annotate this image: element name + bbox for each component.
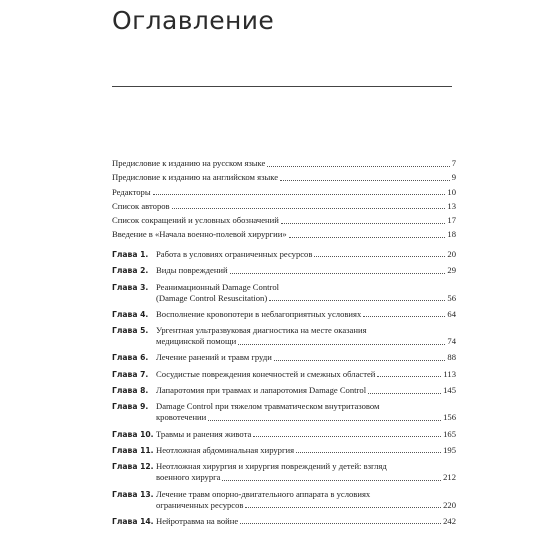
chapter-title-line	[156, 461, 456, 472]
page-number: 145	[443, 385, 456, 396]
chapter-title-line	[156, 429, 456, 440]
chapter-title-line	[156, 369, 456, 380]
chapter-title: Неотложная хирургия и хирургия повреждений у детей: взгляд	[156, 461, 387, 472]
chapter-title-block	[156, 445, 456, 456]
front-matter-list	[112, 158, 456, 240]
chapter-title: Виды повреждений	[156, 265, 228, 276]
chapter-title-line	[156, 412, 456, 423]
chapter-title-line	[156, 489, 456, 500]
page-number: 195	[443, 444, 456, 455]
dot-leader	[314, 256, 445, 257]
toc-entry[interactable]	[112, 158, 456, 169]
table-of-contents	[112, 158, 456, 532]
dot-leader	[296, 452, 441, 453]
toc-chapter-entry[interactable]	[112, 516, 456, 527]
chapter-title-block	[156, 265, 456, 276]
page-number: 20	[447, 248, 456, 259]
toc-entry[interactable]	[112, 229, 456, 240]
chapter-title-line	[156, 325, 456, 336]
page-number: 7	[451, 158, 456, 168]
page-number: 220	[443, 499, 456, 510]
page-number: 13	[447, 200, 456, 211]
chapter-title-line	[156, 309, 456, 320]
chapter-title-line	[156, 516, 456, 527]
chapter-list	[112, 249, 456, 527]
chapter-title-line	[156, 500, 456, 511]
page-number: 56	[447, 292, 456, 303]
chapter-title: Ургентная ультразвуковая диагностика на месте оказания	[156, 325, 367, 336]
chapter-title: ограниченных ресурсов	[156, 499, 244, 510]
dot-leader	[172, 208, 446, 209]
chapter-title-block	[156, 401, 456, 423]
toc-entry[interactable]	[112, 215, 456, 226]
toc-entry[interactable]	[112, 187, 456, 198]
chapter-title-block	[156, 429, 456, 440]
toc-chapter-entry[interactable]	[112, 401, 456, 423]
dot-leader	[377, 376, 441, 377]
chapter-label: Глава 8.	[112, 386, 149, 396]
dot-leader	[245, 507, 441, 508]
chapter-label: Глава 14.	[112, 516, 154, 526]
toc-chapter-entry[interactable]	[112, 461, 456, 483]
toc-chapter-entry[interactable]	[112, 265, 456, 276]
chapter-title-line	[156, 472, 456, 483]
dot-leader	[363, 316, 445, 317]
toc-chapter-entry[interactable]	[112, 489, 456, 511]
chapter-label: Глава 12.	[112, 462, 154, 472]
chapter-title-block	[156, 489, 456, 511]
chapter-title: Сосудистые повреждения конечностей и смежных областей	[156, 368, 376, 379]
chapter-label: Глава 6.	[112, 353, 149, 363]
chapter-title: Лапаротомия при травмах и лапаротомия Damage Control	[156, 385, 367, 396]
dot-leader	[274, 360, 446, 361]
chapter-title-block	[156, 369, 456, 380]
page-number: 113	[443, 368, 456, 379]
entry-title: Редакторы	[112, 186, 151, 197]
chapter-title: Работа в условиях ограниченных ресурсов	[156, 248, 313, 259]
chapter-title-line	[156, 336, 456, 347]
chapter-title-line	[156, 385, 456, 396]
page-number: 17	[447, 215, 456, 226]
chapter-title-line	[156, 282, 456, 293]
chapter-title: Восполнение кровопотери в неблагоприятных условиях	[156, 308, 362, 319]
toc-chapter-entry[interactable]	[112, 309, 456, 320]
toc-chapter-entry[interactable]	[112, 445, 456, 456]
chapter-label: Глава 7.	[112, 369, 149, 379]
dot-leader	[280, 180, 450, 181]
entry-title: Введение в «Начала военно-полевой хирургии»	[112, 229, 287, 240]
page-number: 64	[447, 308, 456, 319]
chapter-label: Глава 13.	[112, 489, 154, 499]
toc-entry[interactable]	[112, 172, 456, 183]
toc-chapter-entry[interactable]	[112, 429, 456, 440]
chapter-title-line	[156, 352, 456, 363]
chapter-label: Глава 5.	[112, 326, 149, 336]
chapter-title: Лечение ранений и травм груди	[156, 352, 272, 363]
dot-leader	[289, 237, 446, 238]
chapter-title-block	[156, 516, 456, 527]
chapter-title: Нейротравма на войне	[156, 515, 239, 526]
toc-chapter-entry[interactable]	[112, 352, 456, 363]
dot-leader	[230, 273, 446, 274]
chapter-label: Глава 2.	[112, 266, 149, 276]
chapter-title-block	[156, 385, 456, 396]
chapter-title: Неотложная абдоминальная хирургия	[156, 444, 295, 455]
dot-leader	[253, 436, 441, 437]
page-number: 156	[443, 412, 456, 423]
toc-chapter-entry[interactable]	[112, 249, 456, 260]
toc-chapter-entry[interactable]	[112, 282, 456, 304]
page-number: 74	[447, 336, 456, 347]
chapter-title: Лечение травм опорно-двигательного аппарата в условиях	[156, 488, 371, 499]
chapter-title-block	[156, 249, 456, 260]
dot-leader	[281, 223, 446, 224]
chapter-title: медицинской помощи	[156, 336, 237, 347]
chapter-title-line	[156, 445, 456, 456]
page-number: 242	[443, 515, 456, 526]
chapter-title-line	[156, 265, 456, 276]
chapter-title-line	[156, 293, 456, 304]
toc-entry[interactable]	[112, 201, 456, 212]
page-number: 18	[447, 229, 456, 240]
chapter-title: кровотечении	[156, 412, 207, 423]
chapter-title: Damage Control при тяжелом травматическом внутритазовом	[156, 401, 380, 412]
chapter-label: Глава 10.	[112, 429, 154, 439]
chapter-label: Глава 9.	[112, 402, 149, 412]
page-number: 10	[447, 186, 456, 197]
dot-leader	[267, 166, 449, 167]
heading-divider	[112, 86, 452, 87]
dot-leader	[368, 393, 441, 394]
dot-leader	[153, 194, 446, 195]
dot-leader	[238, 344, 445, 345]
chapter-label: Глава 11.	[112, 445, 154, 455]
chapter-label: Глава 1.	[112, 249, 149, 259]
chapter-title-block	[156, 461, 456, 483]
page-number: 165	[443, 428, 456, 439]
page-number: 88	[447, 352, 456, 363]
entry-title: Предисловие к изданию на английском языке	[112, 172, 279, 183]
chapter-title-block	[156, 309, 456, 320]
chapter-title-block	[156, 282, 456, 304]
entry-title: Список сокращений и условных обозначений	[112, 215, 279, 226]
page-number: 212	[443, 472, 456, 483]
dot-leader	[269, 300, 445, 301]
entry-title: Список авторов	[112, 200, 170, 211]
chapter-label: Глава 4.	[112, 309, 149, 319]
chapter-title: Реанимационный Damage Control	[156, 281, 280, 292]
toc-chapter-entry[interactable]	[112, 385, 456, 396]
chapter-title-line	[156, 401, 456, 412]
entry-title: Предисловие к изданию на русском языке	[112, 158, 266, 168]
chapter-title-block	[156, 325, 456, 347]
chapter-title: военного хирурга	[156, 472, 221, 483]
page-number: 29	[447, 265, 456, 276]
chapter-label: Глава 3.	[112, 282, 149, 292]
chapter-title: (Damage Control Resuscitation)	[156, 292, 268, 303]
toc-chapter-entry[interactable]	[112, 325, 456, 347]
chapter-title-line	[156, 249, 456, 260]
chapter-title-block	[156, 352, 456, 363]
dot-leader	[240, 523, 441, 524]
dot-leader	[222, 480, 441, 481]
chapter-title: Травмы и ранения живота	[156, 428, 252, 439]
page-number: 9	[451, 172, 456, 183]
dot-leader	[208, 420, 441, 421]
toc-chapter-entry[interactable]	[112, 369, 456, 380]
page-title: Оглавление	[112, 6, 275, 35]
